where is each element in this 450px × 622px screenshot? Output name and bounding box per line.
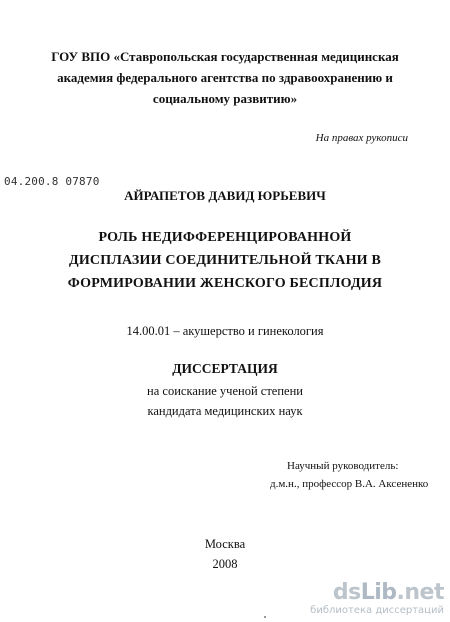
logo-suffix: .net [396,580,444,605]
rights-note: На правах рукописи [315,132,408,144]
degree-line-2: кандидата медицинских наук [147,404,303,418]
scan-dot [264,616,266,618]
degree-line-1: на соискание ученой степени [147,384,303,398]
dslib-watermark [300,582,448,620]
year: 2008 [212,557,238,571]
thesis-title-line-1: РОЛЬ НЕДИФФЕРЕНЦИРОВАННОЙ [98,230,352,245]
institution-line-1: ГОУ ВПО «Ставропольская государственная медицинская [51,49,399,64]
logo-main: Lib [360,580,397,605]
city: Москва [204,537,246,551]
supervisor-name: д.м.н., профессор В.А. Аксененко [270,478,429,490]
thesis-title-line-2: ДИСПЛАЗИИ СОЕДИНИТЕЛЬНОЙ ТКАНИ В [69,253,381,268]
watermark-subtitle: библиотека диссертаций [310,605,444,616]
thesis-title-line-3: ФОРМИРОВАНИИ ЖЕНСКОГО БЕСПЛОДИЯ [67,276,383,291]
dissertation-label: ДИССЕРТАЦИЯ [172,361,278,376]
library-stamp: 04.200.8 07870 [4,175,100,188]
specialty-code: 14.00.01 – акушерство и гинекология [126,324,324,338]
institution-line-2: академия федерального агентства по здравоохранению и [57,70,393,85]
author-name: АЙРАПЕТОВ ДАВИД ЮРЬЕВИЧ [124,188,326,203]
supervisor-label: Научный руководитель: [287,460,399,472]
institution-line-3: социальному развитию» [152,91,298,106]
dslib-logo [333,582,444,604]
logo-prefix: ds [332,580,361,605]
